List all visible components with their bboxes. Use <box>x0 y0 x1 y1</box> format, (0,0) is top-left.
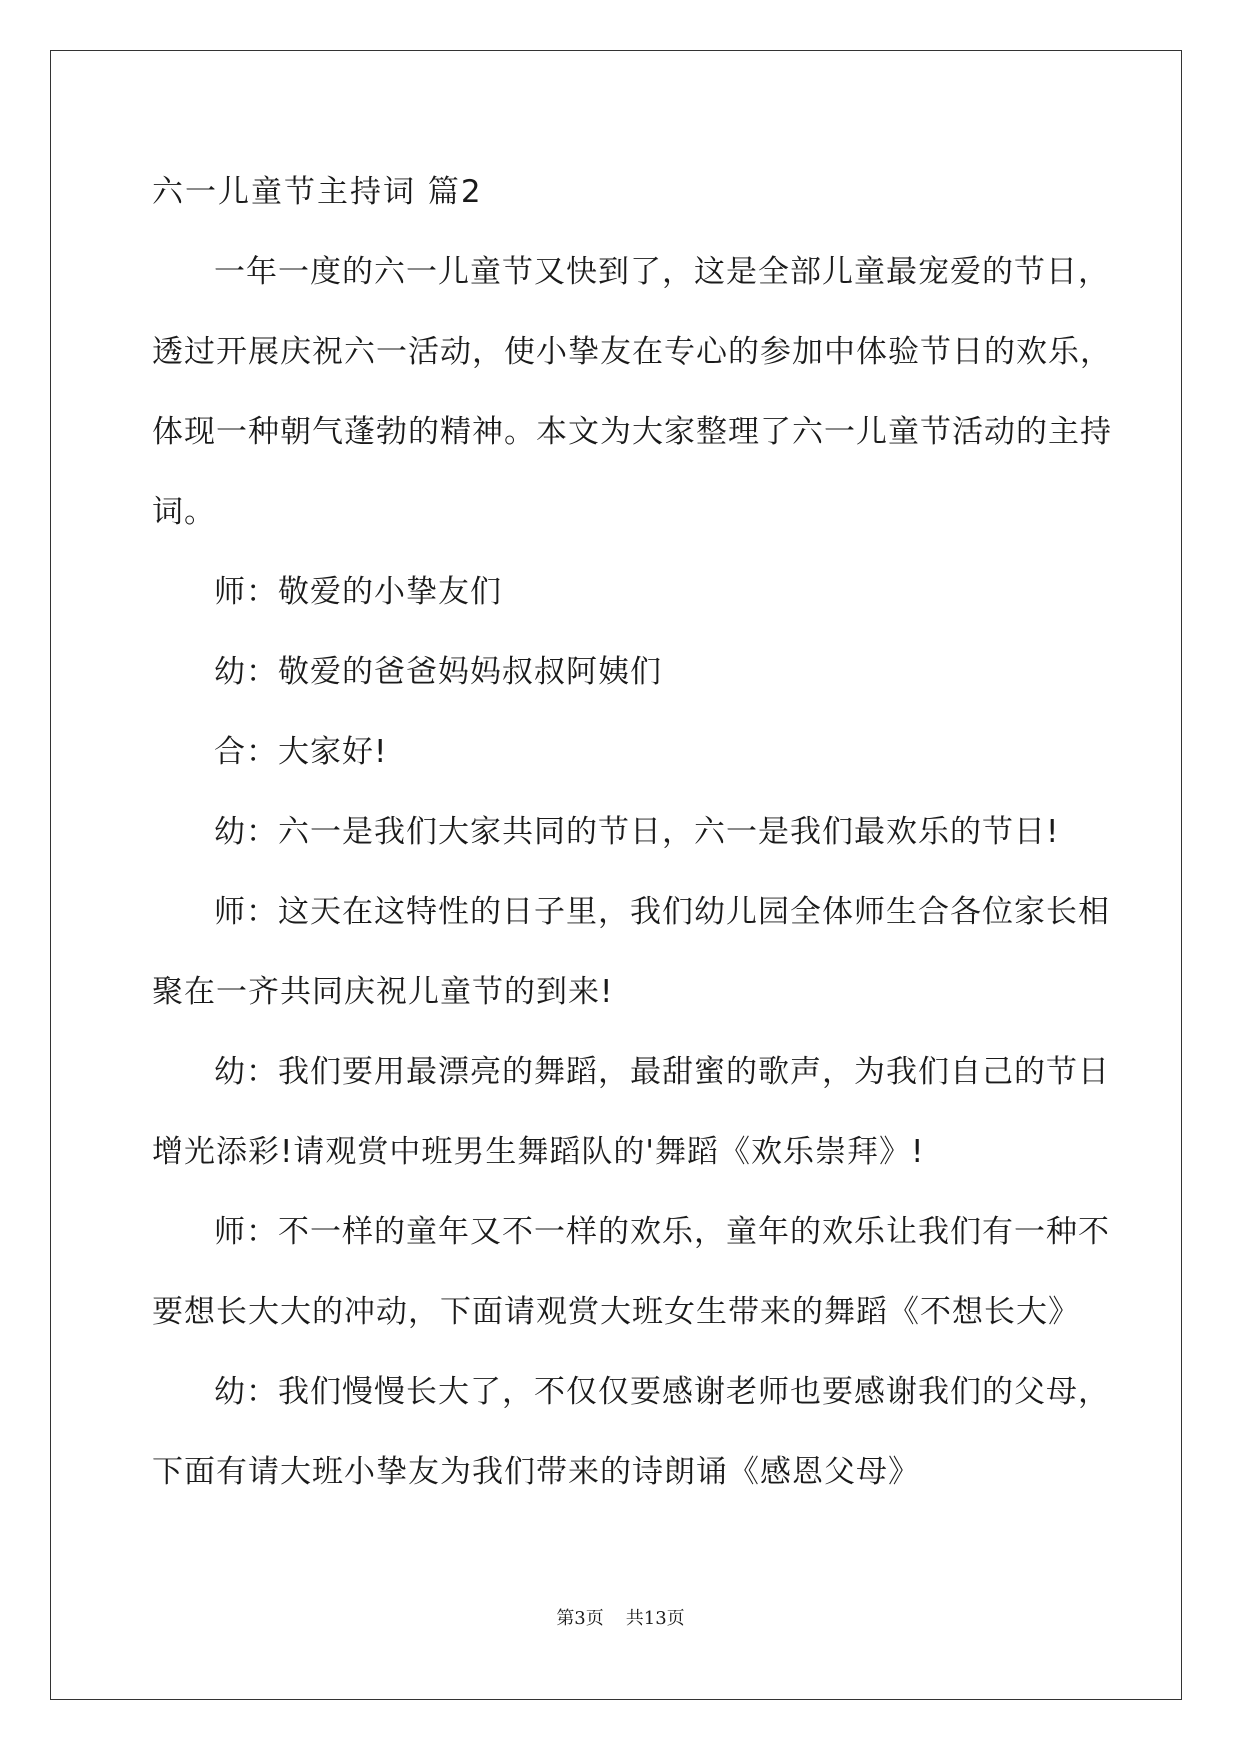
dialogue-line: 师：不一样的童年又不一样的欢乐，童年的欢乐让我们有一种不 <box>214 1214 1110 1250</box>
page-total: 共13页 <box>625 1608 685 1629</box>
page-number: 第3页 <box>556 1608 604 1629</box>
dialogue-line: 增光添彩!请观赏中班男生舞蹈队的'舞蹈《欢乐崇拜》! <box>152 1134 925 1170</box>
dialogue-line: 聚在一齐共同庆祝儿童节的到来! <box>152 974 614 1010</box>
dialogue-line: 幼：六一是我们大家共同的节日，六一是我们最欢乐的节日! <box>214 814 1060 850</box>
document-title: 六一儿童节主持词 篇2 <box>152 174 483 210</box>
dialogue-line: 要想长大大的冲动，下面请观赏大班女生带来的舞蹈《不想长大》 <box>152 1294 1080 1330</box>
paragraph-line: 体现一种朝气蓬勃的精神。本文为大家整理了六一儿童节活动的主持 <box>152 414 1112 450</box>
dialogue-line: 合：大家好! <box>214 734 388 770</box>
dialogue-line: 师：这天在这特性的日子里，我们幼儿园全体师生合各位家长相 <box>214 894 1110 930</box>
paragraph-line: 词。 <box>152 494 216 530</box>
dialogue-line: 幼：敬爱的爸爸妈妈叔叔阿姨们 <box>214 654 662 690</box>
dialogue-line: 幼：我们慢慢长大了，不仅仅要感谢老师也要感谢我们的父母， <box>214 1374 1110 1410</box>
dialogue-line: 下面有请大班小挚友为我们带来的诗朗诵《感恩父母》 <box>152 1454 920 1490</box>
paragraph-line: 透过开展庆祝六一活动，使小挚友在专心的参加中体验节日的欢乐， <box>152 334 1112 370</box>
document-body <box>152 162 1112 1522</box>
paragraph-line: 一年一度的六一儿童节又快到了，这是全部儿童最宠爱的节日， <box>214 254 1110 290</box>
dialogue-line: 幼：我们要用最漂亮的舞蹈，最甜蜜的歌声，为我们自己的节日 <box>214 1054 1110 1090</box>
page-footer <box>0 1604 1241 1630</box>
dialogue-line: 师：敬爱的小挚友们 <box>214 574 502 610</box>
